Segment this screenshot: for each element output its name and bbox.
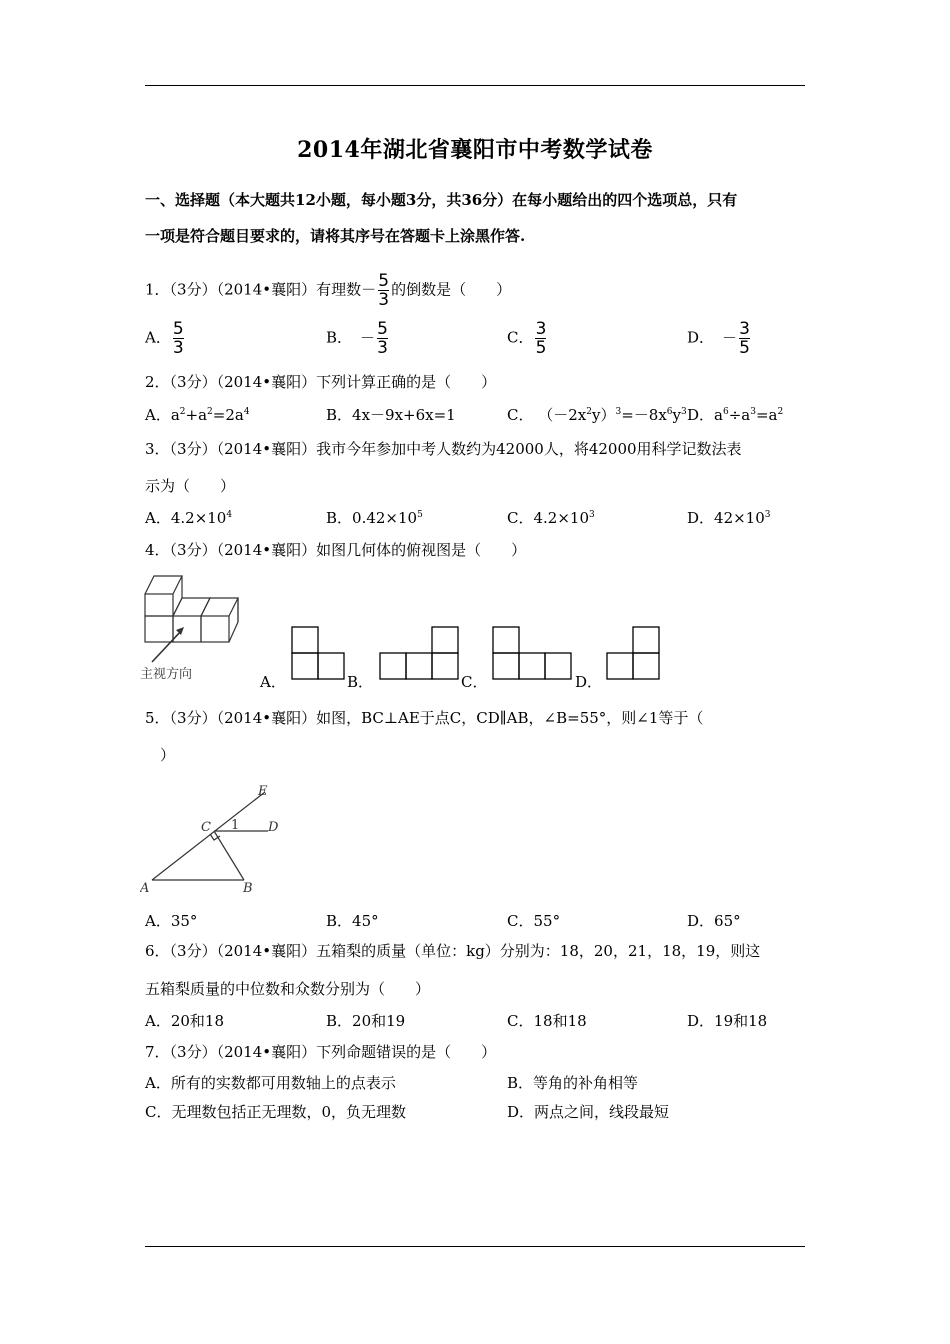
- fraction: $\frac{3}{5}$: [535, 319, 547, 358]
- question-5-option-a[interactable]: A．35°: [145, 912, 198, 930]
- fraction: $\frac{5}{3}$: [172, 319, 184, 358]
- question-4-option-c-label[interactable]: C．: [461, 673, 488, 691]
- question-1-stem: 1．（3分）（2014•襄阳）有理数－ $\frac{5}{3}$ 的倒数是（ ）: [145, 271, 512, 310]
- point-label-e: E: [258, 784, 268, 799]
- question-2-option-c[interactable]: C． $(-2x^2y)^3=-8x^6y^3$: [507, 406, 687, 424]
- question-6-option-b[interactable]: B．20和19: [326, 1012, 406, 1030]
- question-4-option-b-label[interactable]: B．: [347, 673, 374, 691]
- fraction: $\frac{5}{3}$: [378, 271, 390, 310]
- question-1-option-b[interactable]: B． － $\frac{5}{3}$: [326, 319, 388, 358]
- bottom-rule: [145, 1246, 805, 1247]
- question-4-option-d-figure[interactable]: [605, 626, 663, 680]
- question-5-option-b[interactable]: B．45°: [326, 912, 379, 930]
- page-title: 2014年湖北省襄阳市中考数学试卷: [297, 137, 653, 163]
- question-1-option-a[interactable]: A． $\frac{5}{3}$: [145, 319, 184, 358]
- question-4-option-c-figure[interactable]: [491, 626, 575, 680]
- question-4-stem: 4．（3分）（2014•襄阳）如图几何体的俯视图是（ ）: [145, 541, 527, 559]
- section-heading: [145, 182, 807, 254]
- solid-figure: [140, 570, 250, 685]
- question-4-option-d-label[interactable]: D．: [575, 673, 603, 691]
- question-5-option-c[interactable]: C．55°: [507, 912, 561, 930]
- question-2-option-d[interactable]: D．$a^6\div a^3=a^2$: [687, 406, 784, 424]
- question-2-stem: 2．（3分）（2014•襄阳）下列计算正确的是（ ）: [145, 373, 497, 391]
- question-7-option-c[interactable]: C．无理数包括正无理数，0，负无理数: [145, 1103, 407, 1121]
- geometry-figure: [140, 780, 290, 895]
- fraction: $\frac{5}{3}$: [377, 319, 388, 358]
- point-label-a: A: [140, 881, 150, 895]
- question-2-option-a[interactable]: A．$a^2+a^2=2a^4$: [145, 406, 250, 424]
- question-6-stem-line2: 五箱梨质量的中位数和众数分别为（ ）: [145, 980, 431, 998]
- question-6-option-c[interactable]: C．18和18: [507, 1012, 587, 1030]
- question-5-stem-line1: 5．（3分）（2014•襄阳）如图，BC⊥AE于点C，CD∥AB，∠B=55°，则∠1等于（: [145, 709, 704, 727]
- question-3-option-d[interactable]: D．$42\times 10^3$: [687, 509, 771, 527]
- question-4-option-b-figure[interactable]: [378, 626, 462, 680]
- point-label-d: D: [268, 820, 279, 835]
- question-6-option-a[interactable]: A．20和18: [145, 1012, 225, 1030]
- figure-caption: 主视方向: [140, 667, 193, 682]
- angle-label-1: 1: [231, 818, 240, 833]
- question-6-stem-line1: 6．（3分）（2014•襄阳）五箱梨的质量（单位：kg）分别为：18，20，21，18，19，则这: [145, 942, 761, 960]
- point-label-b: B: [243, 881, 253, 895]
- question-4-option-a-figure[interactable]: [290, 626, 348, 680]
- section-heading-line1: 一、选择题（本大题共12小题，每小题3分，共36分）在每小题给出的四个选项总，只有: [145, 191, 738, 209]
- question-3-option-b[interactable]: B．$0.42\times 10^5$: [326, 509, 423, 527]
- question-3-stem-line1: 3．（3分）（2014•襄阳）我市今年参加中考人数约为42000人，将42000用科学记数法表: [145, 440, 742, 458]
- question-7-option-a[interactable]: A．所有的实数都可用数轴上的点表示: [145, 1074, 396, 1092]
- question-6-option-d[interactable]: D．19和18: [687, 1012, 768, 1030]
- question-7-option-b[interactable]: B．等角的补角相等: [507, 1074, 639, 1092]
- question-5-option-d[interactable]: D．65°: [687, 912, 741, 930]
- question-7-option-d[interactable]: D．两点之间，线段最短: [507, 1103, 670, 1121]
- section-heading-line2: 一项是符合题目要求的，请将其序号在答题卡上涂黑作答.: [145, 227, 526, 245]
- question-3-option-a[interactable]: A．$4.2\times 10^4$: [145, 509, 233, 527]
- question-1-option-c[interactable]: C． $\frac{3}{5}$: [507, 319, 547, 358]
- question-3-stem-line2: 示为（ ）: [145, 477, 236, 495]
- question-3-option-c[interactable]: C．$4.2\times 10^3$: [507, 509, 595, 527]
- question-7-stem: 7．（3分）（2014•襄阳）下列命题错误的是（ ）: [145, 1043, 497, 1061]
- question-5-stem-line2: ）: [160, 746, 176, 764]
- point-label-c: C: [201, 820, 211, 835]
- question-1-option-d[interactable]: D． － $\frac{3}{5}$: [687, 319, 750, 358]
- fraction: $\frac{3}{5}$: [739, 319, 750, 358]
- question-2-option-b[interactable]: B．4x－9x+6x=1: [326, 406, 456, 424]
- question-4-option-a-label[interactable]: A．: [260, 673, 286, 691]
- top-rule: [145, 85, 805, 86]
